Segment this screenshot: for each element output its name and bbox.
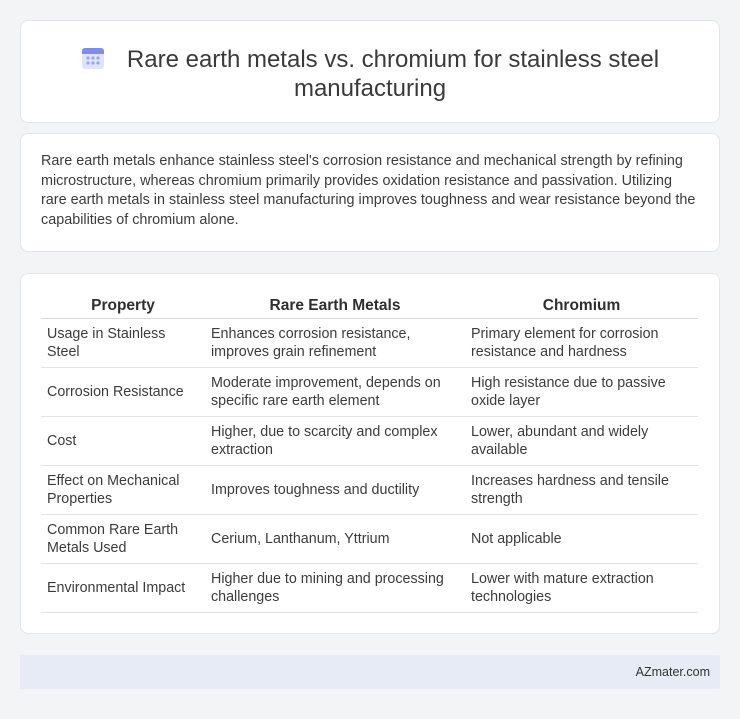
column-header-chromium: Chromium bbox=[465, 296, 698, 318]
footer-brand[interactable]: AZmater.com bbox=[635, 665, 710, 679]
table-row bbox=[41, 465, 698, 514]
footer-bar bbox=[20, 655, 720, 689]
title-line-1: Rare earth metals vs. chromium for stainless steel bbox=[126, 46, 660, 73]
summary-card bbox=[20, 133, 720, 252]
table-row bbox=[41, 514, 698, 563]
table-row bbox=[41, 367, 698, 416]
summary-text: Rare earth metals enhance stainless steel's corrosion resistance and mechanical strength by refining microstructure, whereas chromium primarily provides oxidation resistance and passivation. Utilizing rare earth metals in stainless steel manufacturing improves toughness and wear resistance beyond the capabilities of chromium alone. bbox=[41, 153, 696, 228]
column-header-rare-earth: Rare Earth Metals bbox=[205, 296, 465, 318]
calendar-icon bbox=[81, 46, 105, 70]
cell-property: Corrosion Resistance bbox=[41, 367, 205, 416]
cell-chromium: Not applicable bbox=[465, 514, 698, 563]
column-header-property: Property bbox=[41, 296, 205, 318]
cell-property: Usage in Stainless Steel bbox=[41, 318, 205, 367]
cell-chromium: High resistance due to passive oxide layer bbox=[465, 367, 698, 416]
table-header-row bbox=[41, 296, 698, 318]
cell-rare-earth: Enhances corrosion resistance, improves grain refinement bbox=[205, 318, 465, 367]
table-row bbox=[41, 318, 698, 367]
cell-property: Effect on Mechanical Properties bbox=[41, 465, 205, 514]
cell-chromium: Primary element for corrosion resistance and hardness bbox=[465, 318, 698, 367]
page-title bbox=[21, 45, 719, 103]
table-row bbox=[41, 416, 698, 465]
cell-property: Common Rare Earth Metals Used bbox=[41, 514, 205, 563]
cell-rare-earth: Cerium, Lanthanum, Yttrium bbox=[205, 514, 465, 563]
title-line-2: manufacturing bbox=[293, 75, 447, 102]
cell-chromium: Lower, abundant and widely available bbox=[465, 416, 698, 465]
comparison-table bbox=[41, 296, 698, 613]
cell-rare-earth: Improves toughness and ductility bbox=[205, 465, 465, 514]
cell-property: Cost bbox=[41, 416, 205, 465]
table-row bbox=[41, 563, 698, 612]
cell-property: Environmental Impact bbox=[41, 563, 205, 612]
title-card bbox=[20, 20, 720, 123]
cell-chromium: Lower with mature extraction technologies bbox=[465, 563, 698, 612]
cell-rare-earth: Higher due to mining and processing challenges bbox=[205, 563, 465, 612]
cell-chromium: Increases hardness and tensile strength bbox=[465, 465, 698, 514]
comparison-table-card bbox=[20, 273, 720, 634]
cell-rare-earth: Moderate improvement, depends on specific rare earth element bbox=[205, 367, 465, 416]
cell-rare-earth: Higher, due to scarcity and complex extraction bbox=[205, 416, 465, 465]
